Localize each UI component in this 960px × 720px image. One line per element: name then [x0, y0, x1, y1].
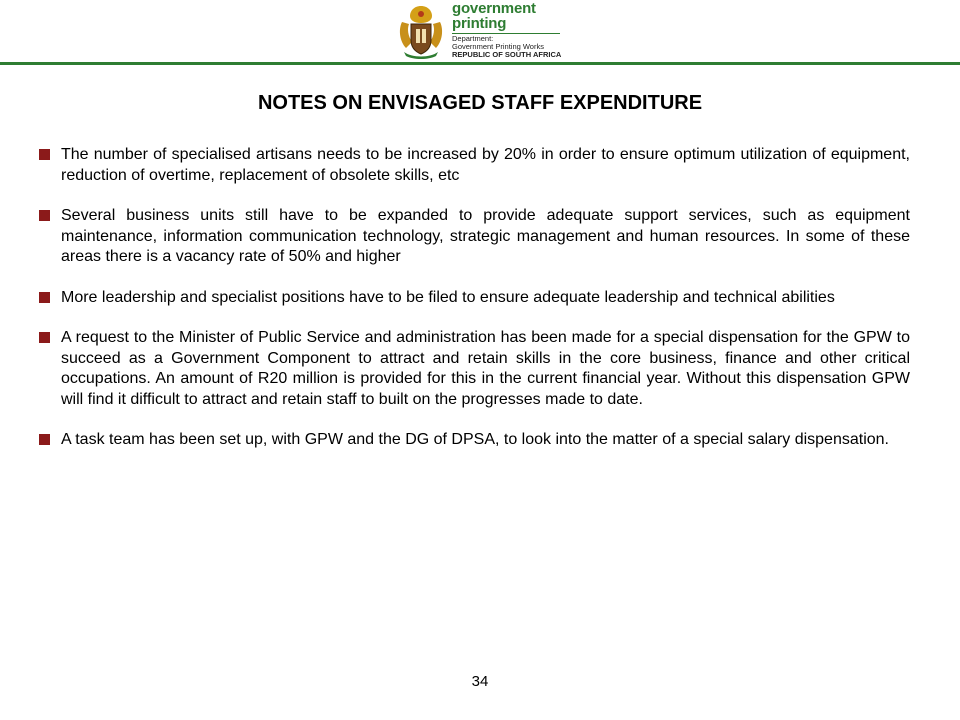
square-bullet-icon	[39, 434, 50, 445]
page-number: 34	[471, 673, 489, 690]
logo-line-printing: printing	[452, 15, 507, 32]
bullet-list	[36, 145, 910, 471]
logo-line-government: government	[452, 0, 536, 17]
page-title: NOTES ON ENVISAGED STAFF EXPENDITURE	[257, 92, 703, 114]
list-item-text: A request to the Minister of Public Service and administration has been made for a special dispensation for the GPW to succeed as a Government Component to attract and retain skills in the core business, finance and other critical occupations. An amount of R20 million is provided for this in the current financial year. Without this dispensation GPW will find it difficult to attract and retain staff to built on the progresses made to date.	[61, 329, 910, 408]
list-item-text: More leadership and specialist positions have to be filed to ensure adequate leadership and technical abilities	[61, 288, 835, 306]
list-item	[36, 328, 910, 410]
list-item	[36, 430, 910, 451]
square-bullet-icon	[39, 149, 50, 160]
coat-of-arms-icon	[396, 2, 446, 60]
square-bullet-icon	[39, 210, 50, 221]
list-item-text: A task team has been set up, with GPW and the DG of DPSA, to look into the matter of a special salary dispensation.	[61, 431, 889, 448]
list-item-text: The number of specialised artisans needs to be increased by 20% in order to ensure optimum utilization of equipment, reduction of overtime, replacement of obsolete skills, etc	[61, 146, 910, 184]
country-name: REPUBLIC OF SOUTH AFRICA	[452, 50, 562, 59]
list-item	[36, 206, 910, 268]
square-bullet-icon	[39, 332, 50, 343]
government-printing-logo	[452, 0, 582, 62]
dept-label: Department:	[452, 34, 494, 43]
list-item	[36, 288, 910, 309]
dept-name: Government Printing Works	[452, 42, 544, 51]
header-rule	[0, 62, 960, 65]
list-item-text: Several business units still have to be expanded to provide adequate support services, such as equipment maintenance, information communication technology, strategic management and human resources. In some of these areas there is a vacancy rate of 50% and higher	[61, 207, 910, 265]
square-bullet-icon	[39, 292, 50, 303]
header	[0, 0, 960, 66]
list-item	[36, 145, 910, 186]
